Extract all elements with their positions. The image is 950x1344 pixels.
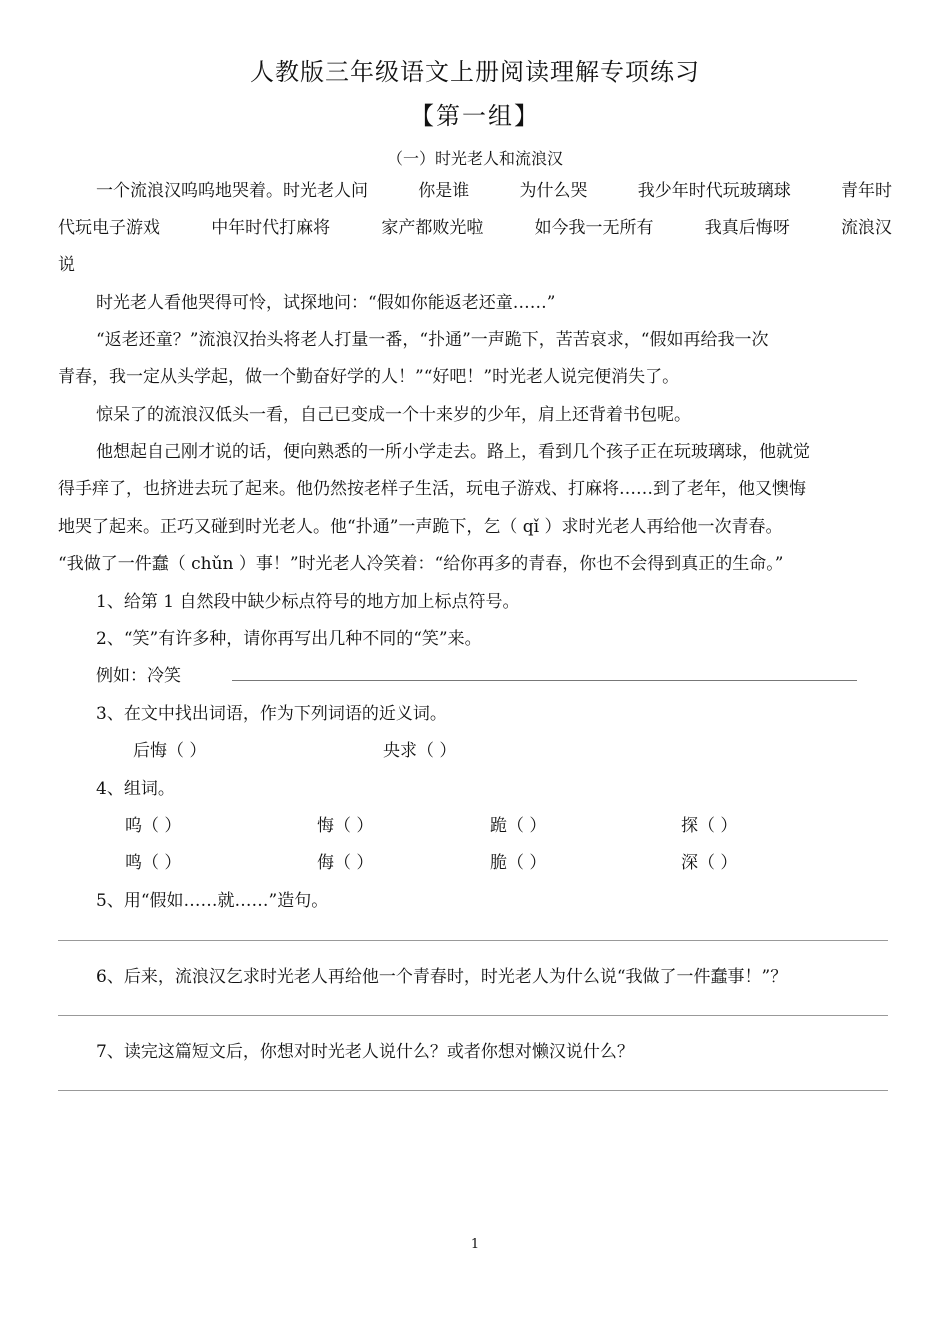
text-segment: 流浪汉	[840, 218, 892, 238]
q4-row1-item[interactable]: 呜（ ）	[125, 816, 182, 836]
text-segment: 中年时代打麻将	[211, 218, 331, 238]
answer-line-q7[interactable]	[58, 1090, 888, 1091]
passage-p1-line3: 说	[58, 255, 75, 275]
passage-p5-line2: 得手痒了，也挤进去玩了起来。他仍然按老样子生活，玩电子游戏、打麻将……到了老年，他又懊悔	[58, 479, 806, 499]
question-3: 3、在文中找出词语，作为下列词语的近义词。	[96, 704, 447, 724]
passage-p5-line4: “我做了一件蠢（ chǔn ）事！”时光老人冷笑着：“给你再多的青春，你也不会得到真正的生命。”	[58, 554, 784, 574]
q4-row2-item[interactable]: 鸣（ ）	[125, 853, 182, 873]
passage-title: （一）时光老人和流浪汉	[386, 149, 563, 168]
text-segment: 青年时	[841, 181, 892, 201]
page-number: 1	[470, 1237, 480, 1252]
passage-p4: 惊呆了的流浪汉低头一看，自己已变成一个十来岁的少年，肩上还背着书包呢。	[96, 405, 691, 425]
passage-p2: 时光老人看他哭得可怜，试探地问：“假如你能返老还童……”	[96, 293, 556, 313]
text-segment: 一个流浪汉呜呜地哭着。时光老人问	[96, 181, 368, 201]
text-segment: 我少年时代玩玻璃球	[637, 181, 791, 201]
passage-p1-line1	[96, 176, 892, 201]
q4-row2-item[interactable]: 脆（ ）	[490, 853, 547, 873]
answer-line-q5[interactable]	[58, 940, 888, 941]
q4-row1-item[interactable]: 悔（ ）	[317, 816, 374, 836]
passage-p1-line2	[58, 213, 892, 238]
question-4: 4、组词。	[96, 779, 175, 799]
text-segment: 代玩电子游戏	[58, 218, 160, 238]
question-1: 1、给第 1 自然段中缺少标点符号的地方加上标点符号。	[96, 592, 520, 612]
passage-p5-line3: 地哭了起来。正巧又碰到时光老人。他“扑通”一声跪下，乞（ qǐ ）求时光老人再给他一次青春。	[58, 517, 783, 537]
answer-line-q2[interactable]	[232, 680, 857, 681]
passage-p3-line2: 青春，我一定从头学起，做一个勤奋好学的人！”“好吧！”时光老人说完便消失了。	[58, 367, 680, 387]
q4-row2-item[interactable]: 深（ ）	[681, 853, 738, 873]
q4-row1-item[interactable]: 跪（ ）	[490, 816, 547, 836]
q3-item-regret[interactable]: 后悔（ ）	[133, 741, 207, 761]
text-segment: 我真后悔呀	[704, 218, 790, 238]
answer-line-q6[interactable]	[58, 1015, 888, 1016]
group-heading: 【第一组】	[410, 102, 540, 130]
document-title: 人教版三年级语文上册阅读理解专项练习	[250, 58, 700, 86]
q3-item-beg[interactable]: 央求（ ）	[383, 741, 457, 761]
question-2-example: 例如：冷笑	[96, 666, 181, 686]
question-2: 2、“笑”有许多种，请你再写出几种不同的“笑”来。	[96, 629, 482, 649]
text-segment: 如今我一无所有	[534, 218, 654, 238]
q4-row1-item[interactable]: 探（ ）	[681, 816, 738, 836]
q4-row2-item[interactable]: 侮（ ）	[317, 853, 374, 873]
question-7: 7、读完这篇短文后，你想对时光老人说什么？或者你想对懒汉说什么？	[96, 1042, 634, 1062]
text-segment: 为什么哭	[519, 181, 588, 201]
passage-p3-line1: “返老还童？”流浪汉抬头将老人打量一番，“扑通”一声跪下，苦苦哀求，“假如再给我一次	[96, 330, 769, 350]
passage-p5-line1: 他想起自己刚才说的话，便向熟悉的一所小学走去。路上，看到几个孩子正在玩玻璃球，他就觉	[96, 442, 810, 462]
text-segment: 你是谁	[418, 181, 470, 201]
question-6: 6、后来，流浪汉乞求时光老人再给他一个青春时，时光老人为什么说“我做了一件蠢事！”？	[96, 967, 788, 987]
text-segment: 家产都败光啦	[381, 218, 484, 238]
question-5: 5、用“假如……就……”造句。	[96, 891, 329, 911]
